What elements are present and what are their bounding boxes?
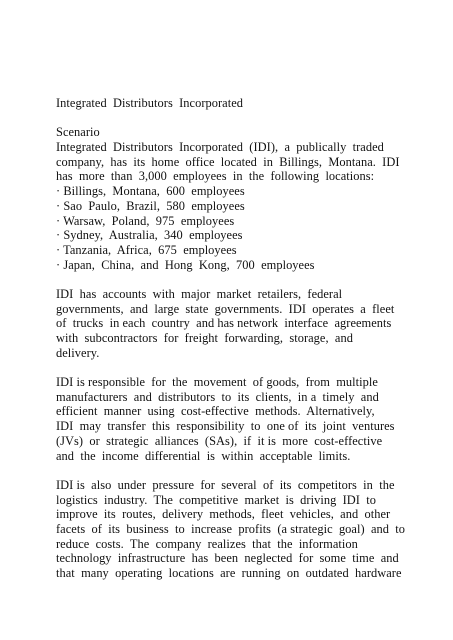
paragraph-line: with subcontractors for freight forwarding, storage, and: [56, 331, 353, 345]
location-item: · Tanzania, Africa, 675 employees: [56, 242, 237, 257]
paragraph-line: technology infrastructure has been neglected for some time and: [56, 551, 399, 566]
document-title: Integrated Distributors Incorporated: [56, 96, 244, 110]
intro-line: Integrated Distributors Incorporated (IDI), a publically traded: [56, 140, 384, 155]
location-item: · Japan, China, and Hong Kong, 700 employees: [56, 257, 315, 272]
spacer: [56, 272, 401, 287]
paragraph-line: of trucks in each country and has network interface agreements: [56, 316, 392, 331]
paragraph-line: IDI may transfer this responsibility to one of its joint ventures: [56, 419, 395, 434]
document-body: [56, 96, 406, 581]
intro-line: company, has its home office located in Billings, Montana. IDI: [56, 154, 400, 169]
paragraph-line: improve its routes, delivery methods, fleet vehicles, and other: [56, 507, 391, 522]
paragraph-line: manufacturers and distributors to its clients, in a timely and: [56, 389, 379, 404]
intro-line: has more than 3,000 employees in the following locations:: [56, 169, 375, 184]
paragraph-line: IDI is responsible for the movement of goods, from multiple: [56, 375, 378, 390]
paragraph-line: efficient manner using cost-effective methods. Alternatively,: [56, 404, 375, 419]
location-item: · Billings, Montana, 600 employees: [56, 184, 245, 199]
paragraph-line: IDI is also under pressure for several of its competitors in the: [56, 477, 395, 492]
spacer: [56, 111, 401, 126]
paragraph-line: logistics industry. The competitive market is driving IDI to: [56, 492, 377, 507]
paragraph-line: governments, and large state governments. IDI operates a fleet: [56, 301, 395, 316]
paragraph-line: reduce costs. The company realizes that the information: [56, 536, 358, 551]
spacer: [56, 463, 401, 478]
paragraph-line: facets of its business to increase profits (a strategic goal) and to: [56, 521, 406, 536]
paragraph-line: and the income differential is within acceptable limits.: [56, 448, 351, 463]
spacer: [56, 360, 401, 375]
paragraph-line: that many operating locations are running on outdated hardware: [56, 566, 402, 580]
paragraph-line: IDI has accounts with major market retailers, federal: [56, 286, 343, 301]
paragraph-line: delivery.: [56, 345, 100, 360]
paragraph-line: (JVs) or strategic alliances (SAs), if it is more cost-effective: [56, 433, 383, 448]
location-item: · Warsaw, Poland, 975 employees: [56, 213, 235, 228]
section-heading: Scenario: [56, 125, 100, 140]
location-item: · Sydney, Australia, 340 employees: [56, 228, 243, 243]
location-item: · Sao Paulo, Brazil, 580 employees: [56, 198, 245, 213]
